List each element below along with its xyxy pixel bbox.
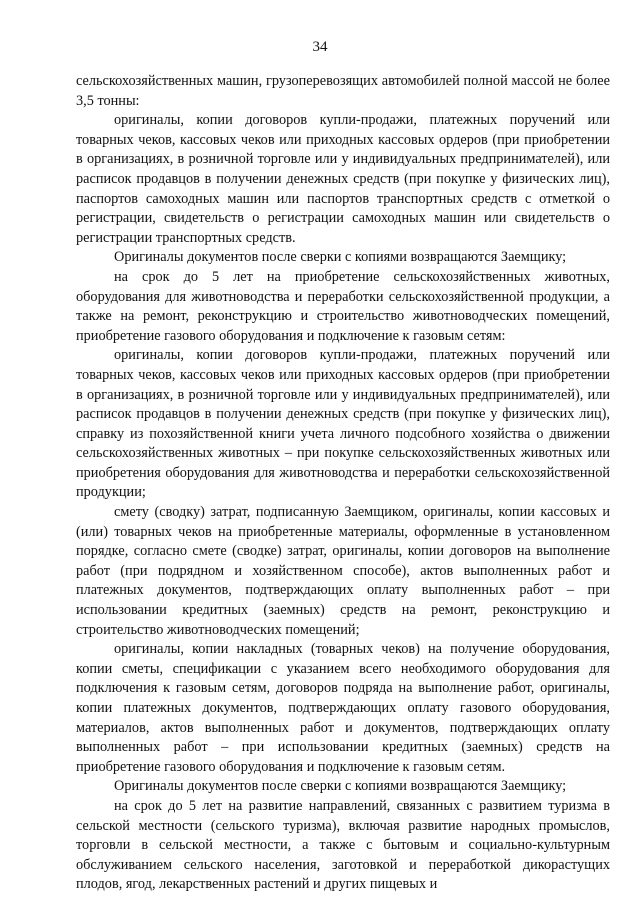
document-body	[76, 72, 610, 895]
paragraph-livestock-documents: оригиналы, копии договоров купли-продажи, платежных поручений или товарных чеков, кассовых чеков или приходных кассовых ордеров (при приобретении в организациях, в розничной торговле или у индивидуальных предпринимателей), или расписок продавцов в получении денежных средств (при покупке у физических лиц), справку из похозяйственной книги учета личного подсобного хозяйства о движении сельскохозяйственных животных – при покупке сельскохозяйственных животных или приобретения оборудования для животноводства и переработки сельскохозяйственной продукции;	[76, 347, 610, 501]
paragraph-originals-returned-2: Оригиналы документов после сверки с копиями возвращаются Заемщику;	[114, 778, 567, 795]
page-number: 34	[312, 39, 328, 55]
paragraph-gas-equipment: оригиналы, копии накладных (товарных чеков) на получение оборудования, копии сметы, спецификации с указанием всего необходимого оборудования для подключения к газовым сетям, договоров подряда на выполнение работ, оригиналы, копии платежных документов, подтверждающих оплату газового оборудования, материалов, актов выполненных работ и документов, подтверждающих оплату выполненных работ – при использовании кредитных (заемных) средств на приобретение газового оборудования и подключение к газовым сетям.	[76, 641, 610, 775]
paragraph-continuation: сельскохозяйственных машин, грузоперевозящих автомобилей полной массой не более 3,5 тонны:	[76, 73, 610, 109]
paragraph-originals-returned: Оригиналы документов после сверки с копиями возвращаются Заемщику;	[114, 249, 567, 266]
paragraph-livestock-loan: на срок до 5 лет на приобретение сельскохозяйственных животных, оборудования для животноводства и переработки сельскохозяйственной продукции, а также на ремонт, реконструкцию и строительство животноводческих помещений, приобретение газового оборудования и подключение к газовым сетям:	[76, 268, 610, 344]
paragraph-documents-list: оригиналы, копии договоров купли-продажи, платежных поручений или товарных чеков, кассовых чеков или приходных кассовых ордеров (при приобретении в организациях, в розничной торговле или у индивидуальных предпринимателей), или расписок продавцов в получении денежных средств (при покупке у физических лиц), паспортов самоходных машин или паспортов транспортных средств с отметкой о регистрации, свидетельств о регистрации самоходных машин или свидетельств о регистрации транспортных средств.	[76, 112, 610, 246]
paragraph-rural-tourism-loan: на срок до 5 лет на развитие направлений, связанных с развитием туризма в сельской местности (сельского туризма), включая развитие народных промыслов, торговли в сельской местности, а также с бытовым и социально-культурным обслуживанием сельского населения, заготовкой и переработкой дикорастущих плодов, ягод, лекарственных растений и других пищевых и	[76, 797, 610, 893]
paragraph-cost-estimate: смету (сводку) затрат, подписанную Заемщиком, оригиналы, копии кассовых и (или) товарных чеков на приобретенные материалы, оформленные в установленном порядке, согласно смете (сводке) затрат, оригиналы, копии договоров на выполнение работ (при подрядном и хозяйственном способе), актов выполненных работ и платежных документов, подтверждающих оплату выполненных работ – при использовании кредитных (заемных) средств на ремонт, реконструкцию и строительство животноводческих помещений;	[76, 504, 610, 638]
